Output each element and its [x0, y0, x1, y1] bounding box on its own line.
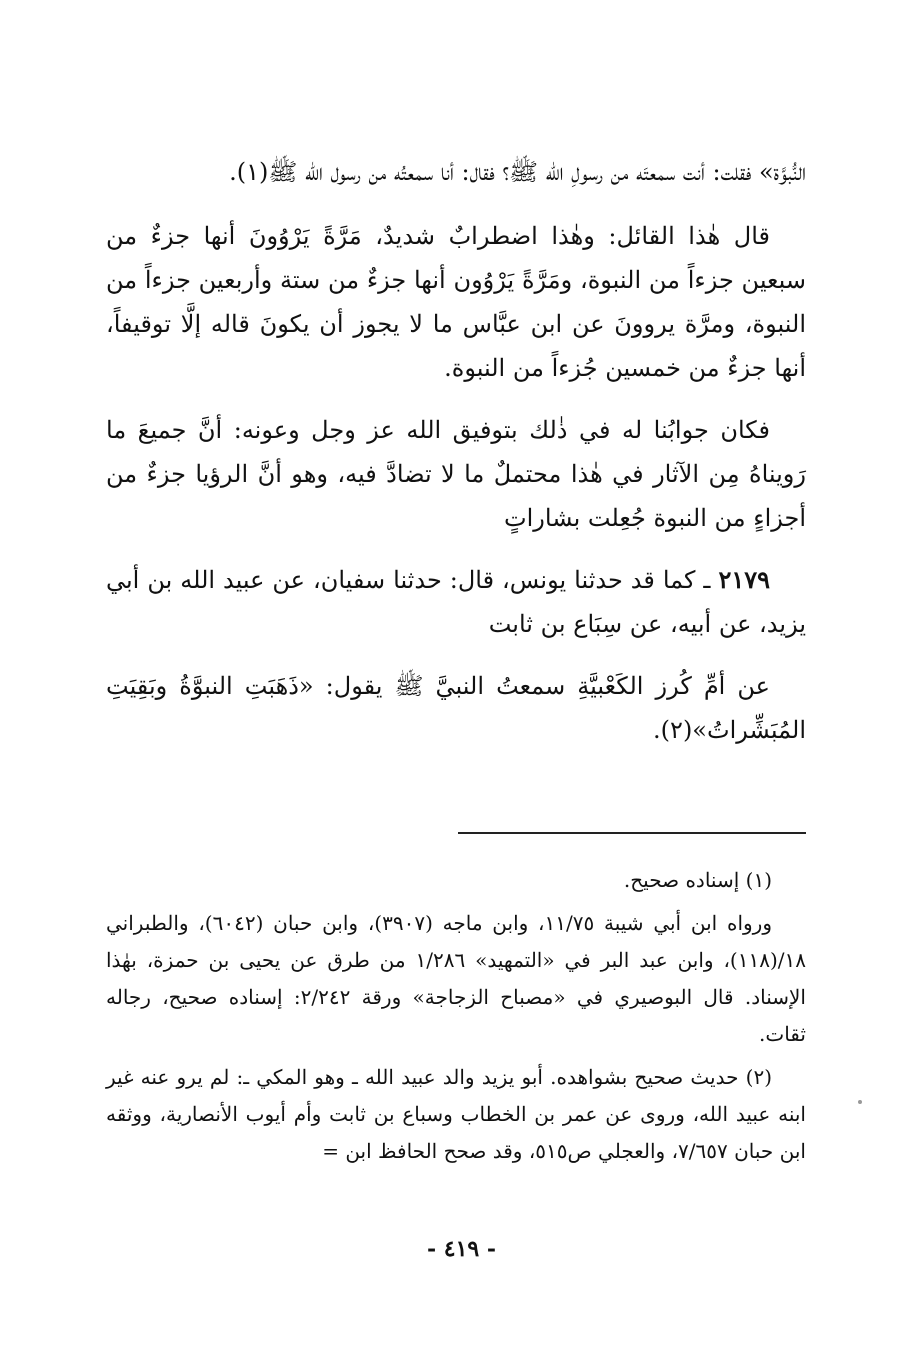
main-text: [106, 150, 806, 770]
paragraph-answer: فكان جوابُنا له في ذٰلك بتوفيق الله عز وجل وعونه: أنَّ جميعَ ما رَويناهُ مِن الآثار في هٰذا محتملٌ ما لا تضادَّ فيه، وهو أنَّ الرؤيا جزءٌ من أجزاءٍ من النبوة جُعِلت بشاراتٍ: [106, 416, 806, 532]
footnote-1-heading: (١) إسناده صحيح.: [623, 868, 772, 892]
scan-speck: [858, 1100, 862, 1104]
paragraph-objection: قال هٰذا القائل: وهٰذا اضطرابٌ شديدٌ، مَرَّةً يَرْوُونَ أنها جزءٌ من سبعين جزءاً من النبوة، ومَرَّةً يَرْوُون أنها جزءٌ من ستة وأربعين جزءاً من النبوة، ومرَّة يروونَ عن ابن عبَّاس ما لا يجوز أن يكونَ قاله إلَّا توقيفاً، أنها جزءٌ من خمسين جُزءاً من النبوة.: [106, 222, 806, 382]
footnote-1-body: ورواه ابن أبي شيبة ١١/٧٥، وابن ماجه (٣٩٠٧)، وابن حبان (٦٠٤٢)، والطبراني ١٨/(١١٨)، وابن عبد البر في «التمهيد» ١/٢٨٦ من طرق عن يحيى بن حمزة، بهٰذا الإسناد. قال البوصيري في «مصباح الزجاجة» ورقة ٢/٢٤٢: إسناده صحيح، رجاله ثقات.: [106, 911, 806, 1046]
paragraph-continuation: النُّبوَّة» فقلت: أنت سمعتَه من رسولِ الله ﷺ؟ فقال: أنا سمعتُه من رسول الله ﷺ(١).: [229, 158, 806, 186]
paragraph-hadith-text: عن أمِّ كُرز الكَعْبيَّةِ سمعتُ النبيَّ ﷺ يقول: «ذَهَبَتِ النبوَّةُ وبَقِيَتِ المُبَشِّراتُ»(٢).: [106, 672, 806, 744]
page-number: - ٤١٩ -: [426, 1236, 497, 1262]
paragraph-hadith-chain: [106, 558, 806, 646]
footnote-2: (٢) حديث صحيح بشواهده. أبو يزيد والد عبيد الله ـ وهو المكي ـ: لم يرو عنه غير ابنه عبيد الله، وروى عن عمر بن الخطاب وسباع بن ثابت وأم أيوب الأنصارية، ووثقه ابن حبان ٧/٦٥٧، والعجلي ص٥١٥، وقد صحح الحافظ ابن =: [106, 1065, 806, 1163]
footnote-divider: [458, 832, 806, 834]
hadith-chain-text: ـ كما قد حدثنا يونس، قال: حدثنا سفيان، عن عبيد الله بن أبي يزيد، عن أبيه، عن سِبَاع بن ثابت: [106, 566, 806, 638]
footnotes: [106, 862, 806, 1176]
hadith-number: ٢١٧٩: [718, 565, 770, 594]
